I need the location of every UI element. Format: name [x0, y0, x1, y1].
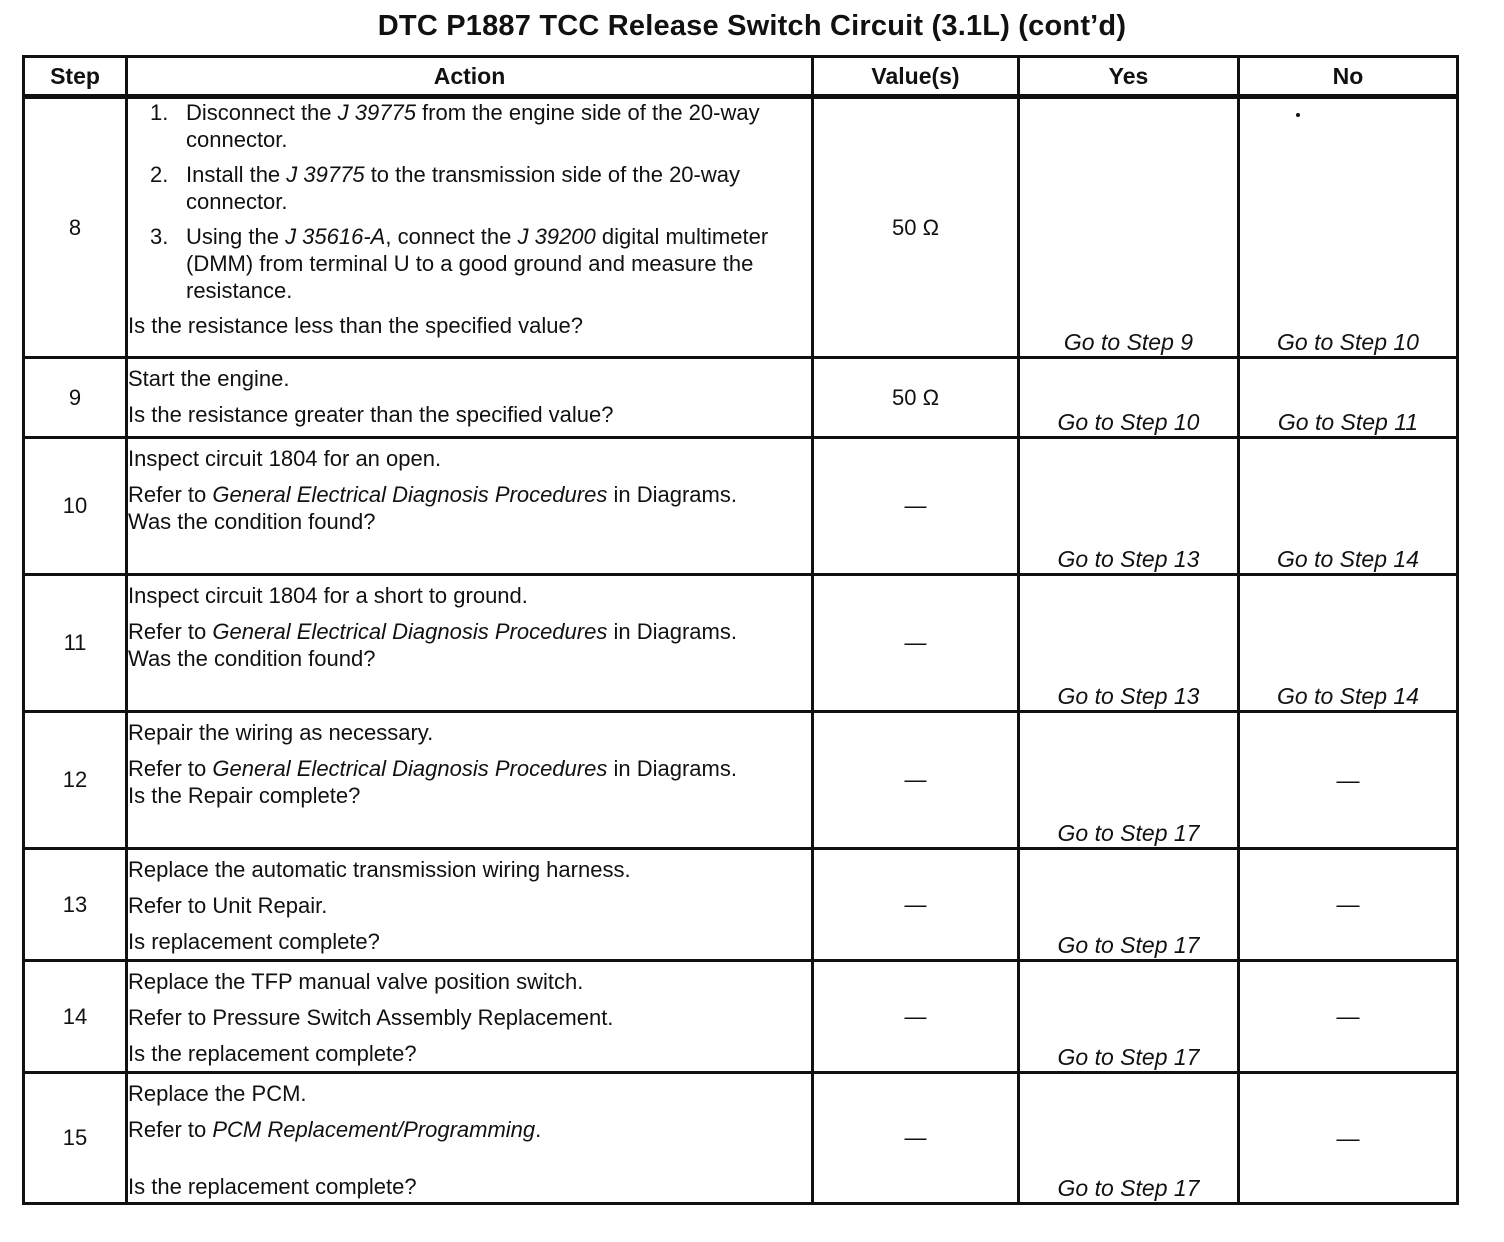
table-row — [24, 849, 1458, 961]
yes-result: Go to Step 17 — [1019, 849, 1239, 961]
table-row — [24, 358, 1458, 438]
table-row — [24, 97, 1458, 358]
no-result: — — [1239, 712, 1458, 849]
step-number: 15 — [24, 1073, 127, 1204]
value-cell: — — [813, 575, 1019, 712]
header-yes: Yes — [1019, 57, 1239, 97]
value-cell: — — [813, 961, 1019, 1073]
no-result: — — [1239, 1073, 1458, 1204]
step-number: 10 — [24, 438, 127, 575]
action-text: Replace the TFP manual valve position switch. Refer to Pressure Switch Assembly Replacement. Is the replacement complete? — [127, 961, 813, 1073]
action-question: Was the condition found? — [128, 646, 376, 671]
value-cell: 50 Ω — [813, 358, 1019, 438]
header-action: Action — [127, 57, 813, 97]
yes-result: Go to Step 9 — [1019, 97, 1239, 358]
value-cell: — — [813, 712, 1019, 849]
table-row — [24, 712, 1458, 849]
no-result: — — [1239, 849, 1458, 961]
action-steps-list — [128, 99, 811, 304]
value-cell: — — [813, 438, 1019, 575]
table-row — [24, 1073, 1458, 1204]
header-step: Step — [24, 57, 127, 97]
action-question: Is replacement complete? — [128, 929, 380, 954]
action-text: Replace the automatic transmission wiring harness. Refer to Unit Repair. Is replacement complete? — [127, 849, 813, 961]
value-cell: — — [813, 1073, 1019, 1204]
list-item: 2. Install the J 39775 to the transmission side of the 20-way connector. — [150, 162, 740, 214]
table-row — [24, 438, 1458, 575]
diagnostic-table — [22, 55, 1459, 1205]
step-number: 12 — [24, 712, 127, 849]
no-result: Go to Step 10 — [1239, 97, 1458, 358]
yes-result: Go to Step 13 — [1019, 575, 1239, 712]
step-number: 9 — [24, 358, 127, 438]
action-question: Is the replacement complete? — [128, 1174, 417, 1199]
no-result: Go to Step 14 — [1239, 438, 1458, 575]
action-text: Inspect circuit 1804 for a short to ground. Refer to General Electrical Diagnosis Procedures in Diagrams. Was the condition found? — [127, 575, 813, 712]
list-item: 1. Disconnect the J 39775 from the engine side of the 20-way connector. — [150, 100, 760, 152]
no-result: Go to Step 11 — [1239, 358, 1458, 438]
no-result: Go to Step 14 — [1239, 575, 1458, 712]
list-item: 3. Using the J 35616-A, connect the J 39200 digital multimeter (DMM) from terminal U to a good ground and measure the resistance. — [150, 224, 769, 303]
value-cell: 50 Ω — [813, 97, 1019, 358]
yes-result: Go to Step 17 — [1019, 712, 1239, 849]
action-question: Is the Repair complete? — [128, 783, 361, 808]
yes-result: Go to Step 17 — [1019, 961, 1239, 1073]
step-number: 13 — [24, 849, 127, 961]
action-question: Is the resistance greater than the specified value? — [128, 402, 614, 427]
action-text: Start the engine. Is the resistance greater than the specified value? — [127, 358, 813, 438]
header-no: No — [1239, 57, 1458, 97]
action-text: Repair the wiring as necessary. Refer to General Electrical Diagnosis Procedures in Diagrams. Is the Repair complete? — [127, 712, 813, 849]
header-values: Value(s) — [813, 57, 1019, 97]
yes-result: Go to Step 17 — [1019, 1073, 1239, 1204]
yes-result: Go to Step 13 — [1019, 438, 1239, 575]
action-text: Replace the PCM. Refer to PCM Replacement/Programming. Is the replacement complete? — [127, 1073, 813, 1204]
page-title: DTC P1887 TCC Release Switch Circuit (3.1L) (cont’d) — [377, 10, 1127, 42]
step-number: 14 — [24, 961, 127, 1073]
step-number: 11 — [24, 575, 127, 712]
no-result: — — [1239, 961, 1458, 1073]
action-question: Is the replacement complete? — [128, 1041, 417, 1066]
action-question: Is the resistance less than the specified value? — [128, 313, 583, 338]
table-row — [24, 961, 1458, 1073]
action-text: Inspect circuit 1804 for an open. Refer to General Electrical Diagnosis Procedures in Diagrams. Was the condition found? — [127, 438, 813, 575]
header-row — [24, 57, 1458, 97]
action-text — [127, 97, 813, 358]
yes-result: Go to Step 10 — [1019, 358, 1239, 438]
step-number: 8 — [24, 97, 127, 358]
action-question: Was the condition found? — [128, 509, 376, 534]
table-row — [24, 575, 1458, 712]
value-cell: — — [813, 849, 1019, 961]
